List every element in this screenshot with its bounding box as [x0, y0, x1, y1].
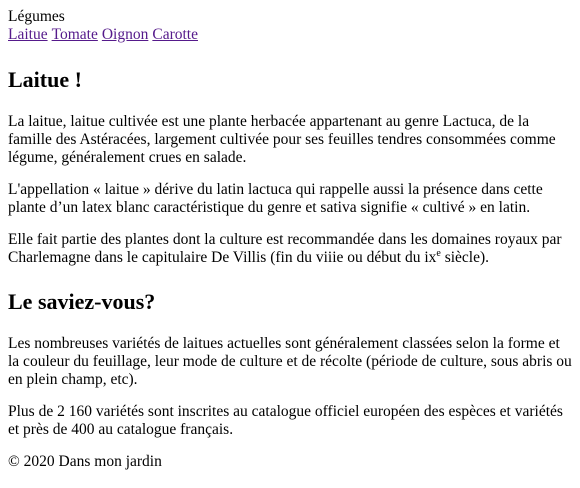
intro-paragraph: La laitue, laitue cultivée est une plante herbacée appartenant au genre Lactuca, de la famille des Astéracées, largement cultivée pour ses feuilles tendres consommées comme légume, généralement crues en salade.	[8, 113, 556, 166]
site-title: Légumes	[8, 8, 65, 25]
varieties-paragraph: Les nombreuses variétés de laitues actuelles sont généralement classées selon la forme et la couleur du feuillage, leur mode de culture et de récolte (période de culture, sous abris ou en plein champ, etc).	[8, 335, 572, 388]
catalogue-paragraph: Plus de 2 160 variétés sont inscrites au catalogue officiel européen des espèces et variétés et près de 400 au catalogue français.	[8, 403, 563, 438]
site-footer	[8, 453, 572, 471]
history-text-end: siècle).	[440, 249, 490, 266]
main-nav	[8, 26, 572, 44]
nav-link-carotte[interactable]: Carotte	[152, 26, 198, 43]
history-text: Elle fait partie des plantes dont la culture est recommandée dans les domaines royaux par Charlemagne dans le capitulaire De Villis (fin du viiie ou début du ix	[8, 231, 562, 266]
etymology-paragraph: L'appellation « laitue » dérive du latin lactuca qui rappelle aussi la présence dans cette plante d’un latex blanc caractéristique du genre et sativa signifie « cultivé » en latin.	[8, 181, 543, 216]
nav-link-tomate[interactable]: Tomate	[51, 26, 98, 43]
page-title: Laitue !	[8, 67, 82, 92]
copyright: © 2020 Dans mon jardin	[8, 453, 162, 470]
site-header	[8, 8, 572, 44]
nav-link-oignon[interactable]: Oignon	[101, 26, 149, 43]
main-content	[8, 67, 572, 439]
superscript: e	[436, 247, 441, 259]
nav-link-laitue[interactable]: Laitue	[8, 26, 48, 43]
section-title: Le saviez-vous?	[8, 289, 156, 314]
history-paragraph	[8, 231, 572, 267]
